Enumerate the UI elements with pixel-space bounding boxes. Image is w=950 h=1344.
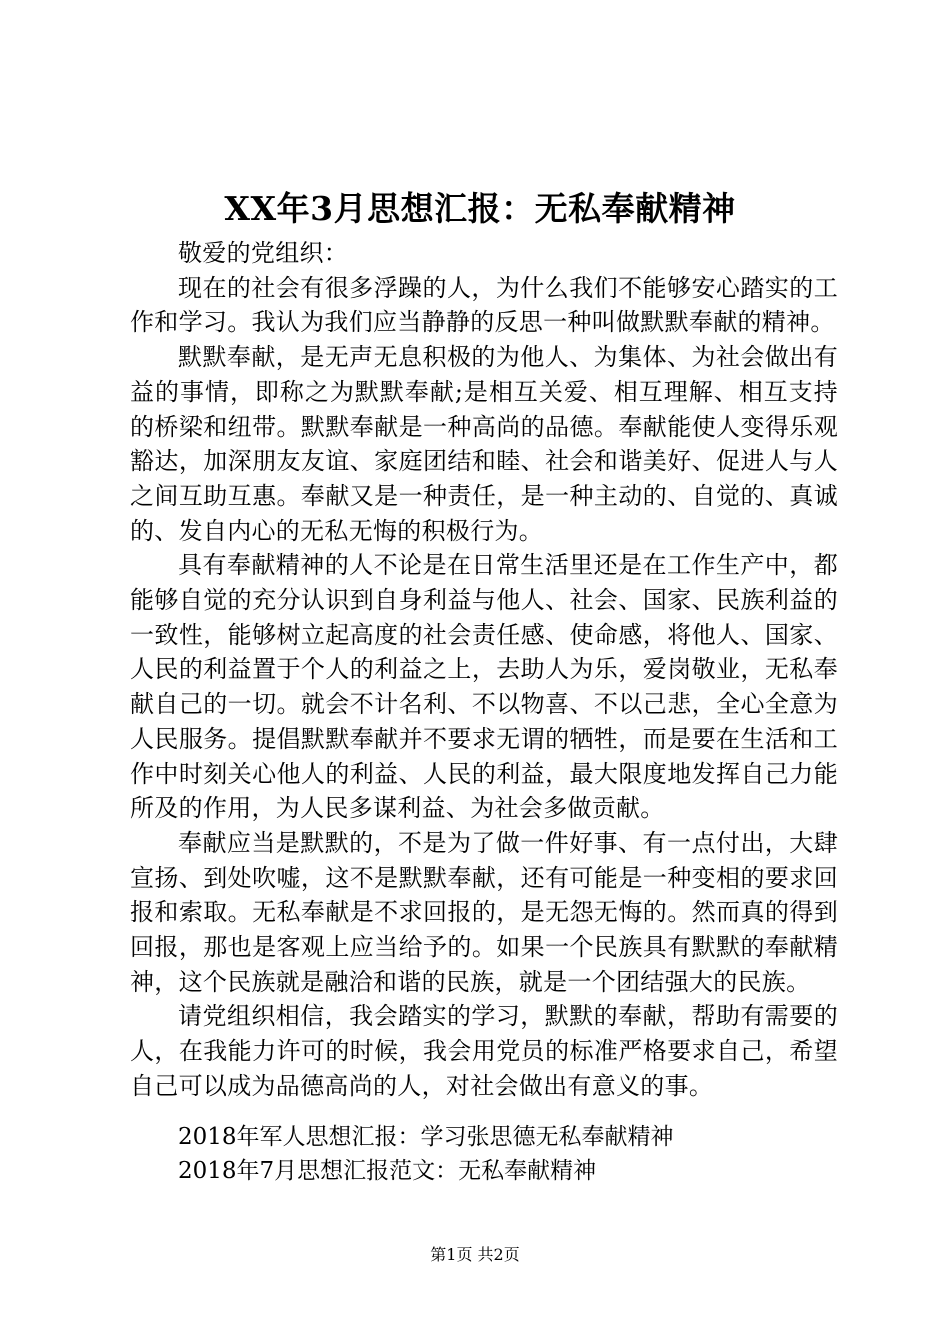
document-body (130, 236, 838, 1104)
paragraph: 具有奉献精神的人不论是在日常生活里还是在工作生产中，都能够自觉的充分认识到自身利益与他人、社会、国家、民族利益的一致性，能够树立起高度的社会责任感、使命感，将他人、国家、人民的利益置于个人的利益之上，去助人为乐，爱岗敬业，无私奉献自己的一切。就会不计名利、不以物喜、不以己悲，全心全意为人民服务。提倡默默奉献并不要求无谓的牺牲，而是要在生活和工作中时刻关心他人的利益、人民的利益，最大限度地发挥自己力能所及的作用，为人民多谋利益、为社会多做贡献。 (130, 551, 838, 823)
page-footer: 第1页 共2页 (430, 1245, 520, 1264)
related-article-link[interactable]: 2018年7月思想汇报范文：无私奉献精神 (178, 1158, 597, 1184)
document-title: XX年3月思想汇报：无私奉献精神 (224, 189, 736, 228)
paragraph: 现在的社会有很多浮躁的人，为什么我们不能够安心踏实的工作和学习。我认为我们应当静静的反思一种叫做默默奉献的精神。 (130, 273, 838, 337)
salutation: 敬爱的党组织： (178, 239, 349, 267)
paragraph: 奉献应当是默默的，不是为了做一件好事、有一点付出，大肆宣扬、到处吹嘘，这不是默默奉献，还有可能是一种变相的要求回报和索取。无私奉献是不求回报的，是无怨无悔的。然而真的得到回报，那也是客观上应当给予的。如果一个民族具有默默的奉献精神，这个民族就是融洽和谐的民族，就是一个团结强大的民族。 (130, 828, 838, 996)
paragraph: 默默奉献，是无声无息积极的为他人、为集体、为社会做出有益的事情，即称之为默默奉献;是相互关爱、相互理解、相互支持的桥梁和纽带。默默奉献是一种高尚的品德。奉献能使人变得乐观豁达，加深朋友友谊、家庭团结和睦、社会和谐美好、促进人与人之间互助互惠。奉献又是一种责任，是一种主动的、自觉的、真诚的、发自内心的无私无悔的积极行为。 (130, 343, 838, 545)
paragraph: 请党组织相信，我会踏实的学习，默默的奉献，帮助有需要的人，在我能力许可的时候，我会用党员的标准严格要求自己，希望自己可以成为品德高尚的人，对社会做出有意义的事。 (130, 1002, 838, 1100)
related-article-link[interactable]: 2018年军人思想汇报：学习张思德无私奉献精神 (178, 1124, 674, 1150)
related-articles (178, 1120, 838, 1188)
